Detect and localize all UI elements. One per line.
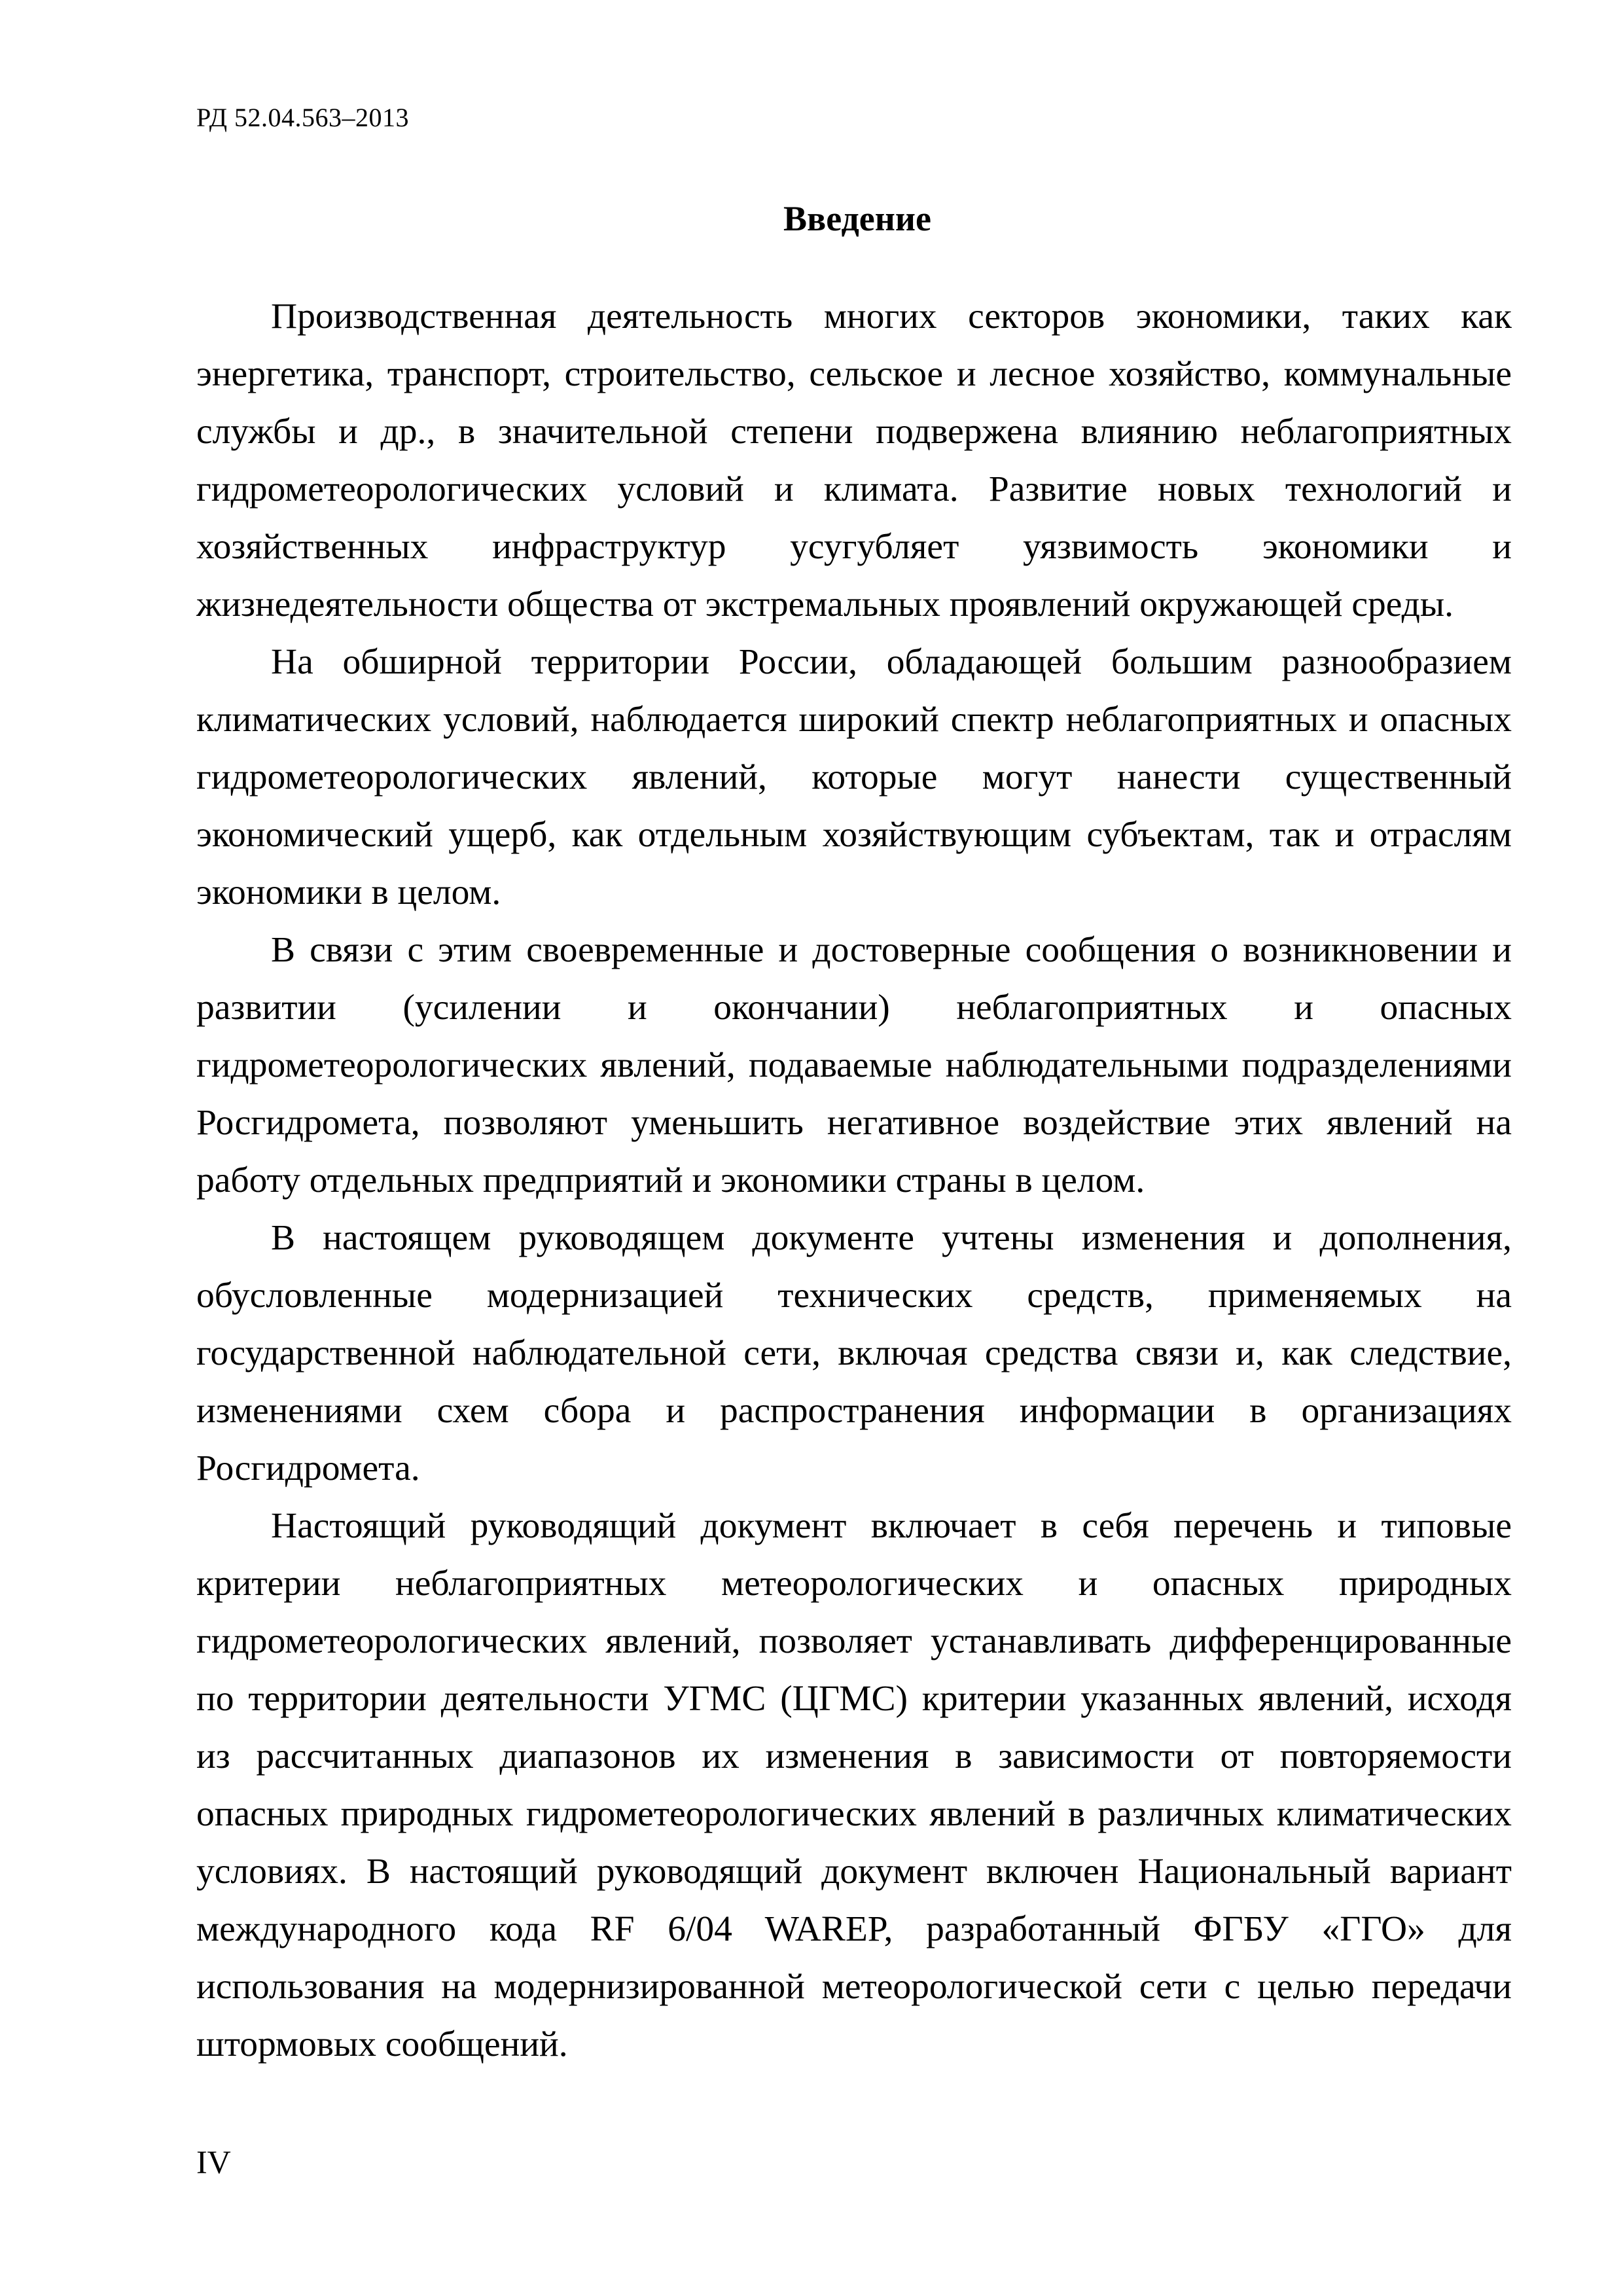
section-title: Введение (783, 199, 931, 238)
page-number: IV (196, 2144, 231, 2180)
paragraph-1: Производственная деятельность многих секторов экономики, таких как энергетика, транспорт, строительство, сельское и лесное хозяйство, коммунальные службы и др., в значительной степени подвержена влиянию неблагоприятных гидрометеорологических условий и климата. Развитие новых технологий и хозяйственных инфраструктур усугубляет уязвимость экономики и жизнедеятельности общества от экстремальных проявлений окружающей среды. (196, 296, 1512, 624)
paragraph-4: В настоящем руководящем документе учтены изменения и дополнения, обусловленные модернизацией технических средств, применяемых на государственной наблюдательной сети, включая средства связи и, как следствие, изменениями схем сбора и распространения информации в организациях Росгидромета. (196, 1218, 1512, 1488)
paragraph-2: На обширной территории России, обладающей большим разнообразием климатических условий, наблюдается широкий спектр неблагоприятных и опасных гидрометеорологических явлений, которые могут нанести существенный экономический ущерб, как отдельным хозяйствующим субъектам, так и отраслям экономики в целом. (196, 642, 1512, 912)
body-text (196, 288, 1512, 2073)
paragraph-3: В связи с этим своевременные и достоверные сообщения о возникновении и развитии (усилении и окончании) неблагоприятных и опасных гидрометеорологических явлений, подаваемые наблюдательными подразделениями Росгидромета, позволяют уменьшить негативное воздействие этих явлений на работу отдельных предприятий и экономики страны в целом. (196, 930, 1512, 1200)
paragraph-5: Настоящий руководящий документ включает в себя перечень и типовые критерии неблагоприятных метеорологических и опасных природных гидрометеорологических явлений, позволяет устанавливать дифференцированные по территории деятельности УГМС (ЦГМС) критерии указанных явлений, исходя из рассчитанных диапазонов их изменения в зависимости от повторяемости опасных природных гидрометеорологических явлений в различных климатических условиях. В настоящий руководящий документ включен Национальный вариант международного кода RF 6/04 WAREP, разработанный ФГБУ «ГГО» для использования на модернизированной метеорологической сети с целью передачи штормовых сообщений. (196, 1506, 1512, 2064)
document-code-header: РД 52.04.563–2013 (196, 103, 410, 132)
